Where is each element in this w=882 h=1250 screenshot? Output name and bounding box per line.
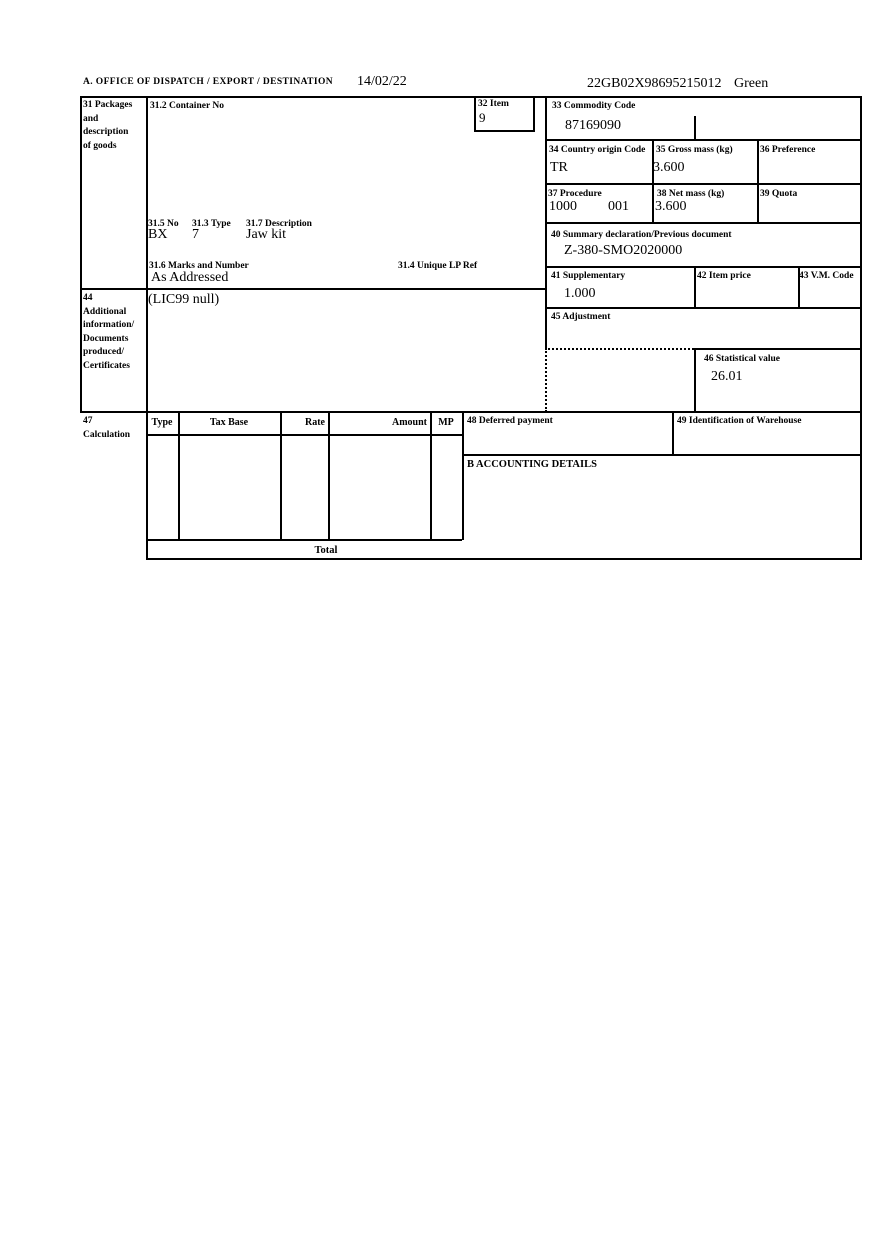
- box31-4-unique-lp-ref-label: 31.4 Unique LP Ref: [398, 261, 478, 271]
- label-column-divider: [146, 97, 148, 560]
- box31-5-no-value: BX: [148, 227, 168, 242]
- box41-42-divider: [694, 267, 696, 308]
- dotted-region-left-border: [545, 348, 547, 412]
- box31-3-type-label: 31.3 Type: [192, 219, 231, 229]
- declaration-date: 14/02/22: [357, 74, 407, 89]
- box38-net-mass-label: 38 Net mass (kg): [657, 189, 725, 199]
- box45-adjustment-label: 45 Adjustment: [551, 312, 611, 322]
- box33-subdivision-line: [694, 116, 696, 140]
- box46-left-border: [694, 348, 696, 412]
- table-body-bottom-border: [146, 539, 462, 541]
- box37-row-bottom-border: [545, 222, 862, 224]
- box31-7-description-value: Jaw kit: [246, 227, 287, 242]
- box47-calculation-label: 47 Calculation: [83, 416, 130, 440]
- table-col-rate-divider: [328, 412, 330, 540]
- box48-49-divider: [672, 412, 674, 455]
- form-right-border: [860, 97, 862, 560]
- box44-additional-info-label: 44 Additional information/ Documents produced/ Certificates: [83, 293, 135, 371]
- box31-7-description-label: 31.7 Description: [246, 219, 312, 229]
- form-bottom-border: [146, 558, 862, 560]
- table-header-type: Type: [151, 417, 173, 428]
- box33-commodity-code-label: 33 Commodity Code: [552, 101, 636, 111]
- box32-item-label: 32 Item: [478, 99, 509, 109]
- box46-statistical-value-label: 46 Statistical value: [704, 354, 780, 364]
- box40-bottom-border: [545, 266, 862, 268]
- box31-5-no-label: 31.5 No: [148, 219, 179, 229]
- box32-left-border: [474, 97, 476, 131]
- box31-6-marks-label: 31.6 Marks and Number: [149, 261, 249, 271]
- main-column-divider: [545, 97, 547, 349]
- box44-additional-info-value: (LIC99 null): [148, 292, 220, 307]
- accounting-details-label: B ACCOUNTING DETAILS: [467, 459, 597, 470]
- box46-top-border: [694, 348, 862, 350]
- box39-quota-label: 39 Quota: [760, 189, 798, 199]
- office-of-dispatch-label: A. OFFICE OF DISPATCH / EXPORT / DESTINATION: [83, 77, 334, 87]
- box35-gross-mass-label: 35 Gross mass (kg): [656, 145, 733, 155]
- table-col-taxbase-divider: [280, 412, 282, 540]
- form-top-border: [80, 96, 862, 98]
- table-col-type-divider: [178, 412, 180, 540]
- box32-right-border: [533, 97, 535, 131]
- form-left-border: [80, 97, 82, 412]
- box31-3-type-value: 7: [192, 227, 199, 242]
- box35-36-divider: [757, 140, 759, 223]
- calculation-section-top-border: [80, 411, 862, 413]
- box48-bottom-border: [462, 454, 862, 456]
- box31-6-marks-value: As Addressed: [151, 270, 229, 285]
- box33-bottom-border: [545, 139, 862, 141]
- table-right-border: [462, 412, 464, 540]
- box36-preference-label: 36 Preference: [760, 145, 816, 155]
- box33-commodity-code-value: 87169090: [565, 118, 621, 133]
- box46-statistical-value: 26.01: [711, 369, 743, 384]
- box34-row-bottom-border: [545, 183, 862, 185]
- table-header-mp: MP: [438, 417, 454, 428]
- table-total-label: Total: [314, 545, 338, 556]
- table-header-bottom-border: [146, 434, 462, 436]
- box37-procedure-value1: 1000: [549, 199, 577, 214]
- box44-top-border: [80, 288, 545, 290]
- box49-warehouse-label: 49 Identification of Warehouse: [677, 416, 802, 426]
- table-header-amount: Amount: [391, 417, 427, 428]
- box43-vm-code-label: 43 V.M. Code: [799, 271, 854, 281]
- box42-item-price-label: 42 Item price: [697, 271, 751, 281]
- routing-status: Green: [734, 76, 769, 91]
- box34-35-divider: [652, 140, 654, 223]
- box34-country-origin-value: TR: [550, 160, 568, 175]
- box40-summary-declaration-value: Z-380-SMO2020000: [564, 243, 683, 258]
- table-header-rate: Rate: [305, 417, 325, 428]
- dotted-region-top-border: [545, 348, 694, 350]
- box31-packages-label: 31 Packages and description of goods: [83, 100, 133, 151]
- mrn-number: 22GB02X98695215012: [587, 76, 722, 91]
- box41-supplementary-value: 1.000: [564, 286, 596, 301]
- box38-net-mass-value: 3.600: [655, 199, 687, 214]
- box48-deferred-payment-label: 48 Deferred payment: [467, 416, 553, 426]
- box41-supplementary-label: 41 Supplementary: [551, 271, 626, 281]
- box32-item-value: 9: [479, 110, 486, 125]
- box34-country-origin-label: 34 Country origin Code: [549, 145, 646, 155]
- box37-procedure-label: 37 Procedure: [548, 189, 602, 199]
- table-header-tax-base: Tax Base: [209, 417, 249, 428]
- box32-bottom-border: [474, 130, 535, 132]
- box35-gross-mass-value: 3.600: [653, 160, 685, 175]
- box31-2-container-no-label: 31.2 Container No: [150, 101, 224, 111]
- box41-row-bottom-border: [545, 307, 862, 309]
- box40-summary-declaration-label: 40 Summary declaration/Previous document: [551, 230, 732, 240]
- table-col-amount-divider: [430, 412, 432, 540]
- box37-procedure-value2: 001: [608, 199, 629, 214]
